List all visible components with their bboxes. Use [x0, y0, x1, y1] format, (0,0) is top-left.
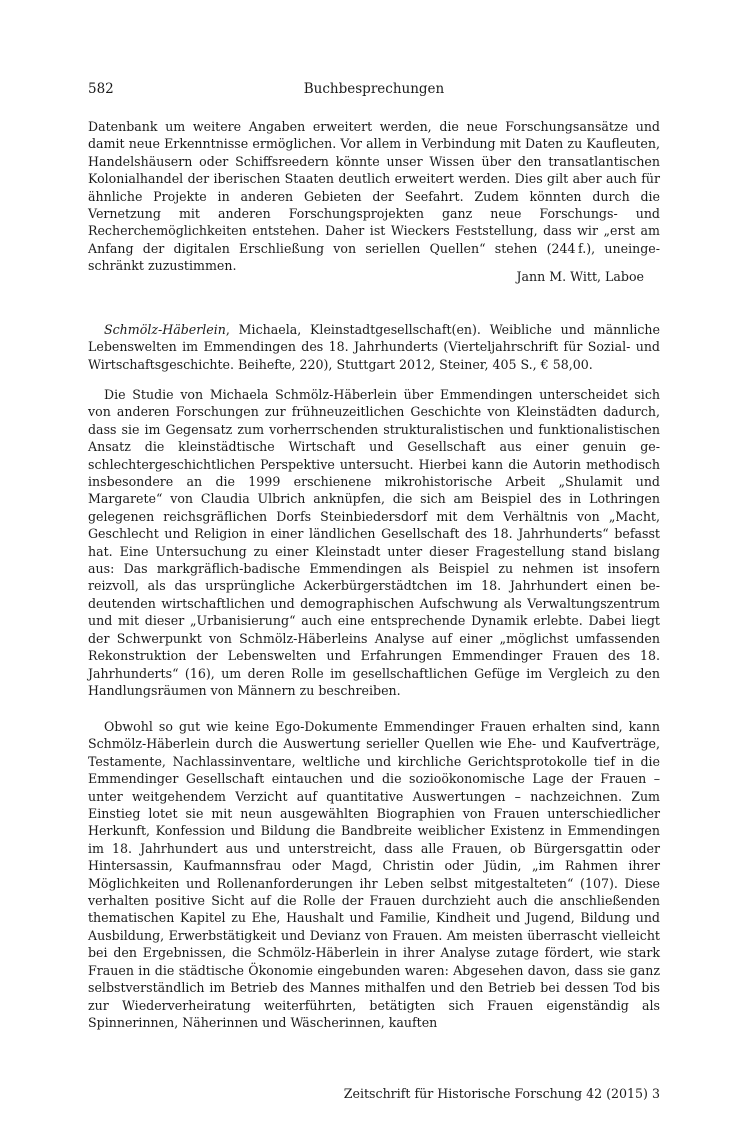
book-page — [88, 78, 660, 1101]
review-paragraph-1 — [88, 386, 660, 699]
journal-footer: Zeitschrift für Historische Forschung 42 (2015) 3 — [343, 1086, 660, 1101]
bibliographic-details: , Michaela, Kleinstadtgesellschaft(en). Weibliche und männliche Lebenswelten im Emmendingen des 18. Jahrhunderts (Vierteljahrschrift für Sozial- und Wirtschaftsgeschichte. Beihefte, 220), Stuttgart 2012, Steiner, 405 S., € 58,00. — [88, 322, 660, 372]
previous-review-text: Datenbank um weitere Angaben erweitert werden, die neue Forschungsansätze und damit neue Erkenntnisse ermöglichen. Vor allem in Verbindung mit Daten zu Kaufleuten, Handelshäusern oder Schiffsreedern könnte unser Wissen über den transatlantischen Kolonialhandel der iberischen Staaten deutlich erweitert werden. Dies gilt aber auch für ähnliche Projekte in anderen Gebieten der Seefahrt. Zudem könnten durch die Vernetzung mit anderen Forschungsprojekten ganz neue Forschungs- und Recherchemöglichkeiten entstehen. Daher ist Wieckers Feststellung, dass wir „erst am Anfang der digitalen Erschließung von seriellen Quellen“ stehen (244 f.), uneingeschränkt zuzustimmen. — [88, 119, 660, 274]
running-head — [88, 78, 660, 100]
review-paragraph-2 — [88, 718, 660, 1031]
paragraph-text: Obwohl so gut wie keine Ego-Dokumente Emmendinger Frauen erhalten sind, kann Schmölz-Häberlein durch die Auswertung serieller Quellen wie Ehe- und Kaufverträge, Testamente, Nachlassinventare, weltliche und kirchliche Gerichtsprotokolle tief in die Emmendinger Gesellschaft eintauchen und die sozioökonomische Lage der Frauen – unter weitgehendem Verzicht auf quantitative Auswertungen – nachzeichnen. Zum Einstieg lotet sie mit neun ausgewählten Biographien von Frauen unterschiedlicher Herkunft, Konfession und Bildung die Bandbreite weiblicher Existenz in Emmendingen im 18. Jahrhundert aus und unterstreicht, dass alle Frauen, ob Bürgersgattin oder Hintersassin, Kaufmannsfrau oder Magd, Christin oder Jüdin, „im Rahmen ihrer Möglichkeiten und Rollenanforderungen ihr Leben selbst mitgestalteten“ (107). Diese verhalten positive Sicht auf die Rolle der Frauen durchzieht auch die anschließenden thematischen Kapitel zu Ehe, Haushalt und Familie, Kindheit und Jugend, Bildung und Ausbildung, Erwerbstätigkeit und Devianz von Frauen. Am meisten überrascht vielleicht bei den Ergebnissen, die Schmölz-Häberlein in ihrer Analyse zutage fördert, wie stark Frauen in die städtische Ökonomie eingebunden waren: Abgesehen davon, dass sie ganz selbstverständlich im Betrieb des Mannes mithalfen und den Betrieb bei dessen Tod bis zur Wiederverheiratung weiterführten, betätigten sich Frauen eigenständig als Spinnerinnen, Näherinnen und Wäscherinnen, kauften — [88, 719, 660, 1030]
page-number: 582 — [88, 81, 114, 97]
reviewed-author: Schmölz-Häberlein — [104, 322, 226, 337]
paragraph-text: Die Studie von Michaela Schmölz-Häberlein über Emmendingen unterscheidet sich von anderen Forschungen zur frühneuzeitlichen Geschichte von Kleinstädten dadurch, dass sie im Gegensatz zum vorherrschenden strukturalistischen und funktionalistischen Ansatz die kleinstädtische Wirtschaft und Gesellschaft aus einer genuin geschlechtergeschichtlichen Perspektive untersucht. Hierbei kann die Autorin methodisch insbesondere an die 1999 erschienene mikrohistorische Arbeit „Shulamit und Margarete“ von Claudia Ulbrich anknüpfen, die sich am Beispiel des in Lothringen gelegenen reichsgräflichen Dorfs Steinbiedersdorf mit dem Verhältnis von „Macht, Geschlecht und Religion in einer ländlichen Gesellschaft des 18. Jahrhunderts“ befasst hat. Eine Untersuchung zu einer Kleinstadt unter dieser Fragestellung stand bislang aus: Das markgräflich-badische Emmendingen als Beispiel zu nehmen ist insofern reizvoll, als das ursprüngliche Ackerbürgerstädtchen im 18. Jahrhundert einen bedeutenden wirtschaftlichen und demographischen Aufschwung als Verwaltungszentrum und mit dieser „Urbanisierung“ auch eine entsprechende Dynamik erlebte. Dabei liegt der Schwerpunkt von Schmölz-Häberleins Analyse auf einer „möglichst umfassenden Rekonstruktion der Lebenswelten und Erfahrungen Emmendinger Frauen des 18. Jahrhunderts“ (16), um deren Rolle im gesellschaftlichen Gefüge im Vergleich zu den Handlungsräumen von Männern zu beschreiben. — [88, 387, 660, 698]
reviewer-signature: Jann M. Witt, Laboe — [516, 269, 644, 284]
previous-review-continuation — [88, 118, 660, 275]
review-bibliographic-heading — [88, 321, 660, 373]
section-title: Buchbesprechungen — [303, 81, 445, 97]
